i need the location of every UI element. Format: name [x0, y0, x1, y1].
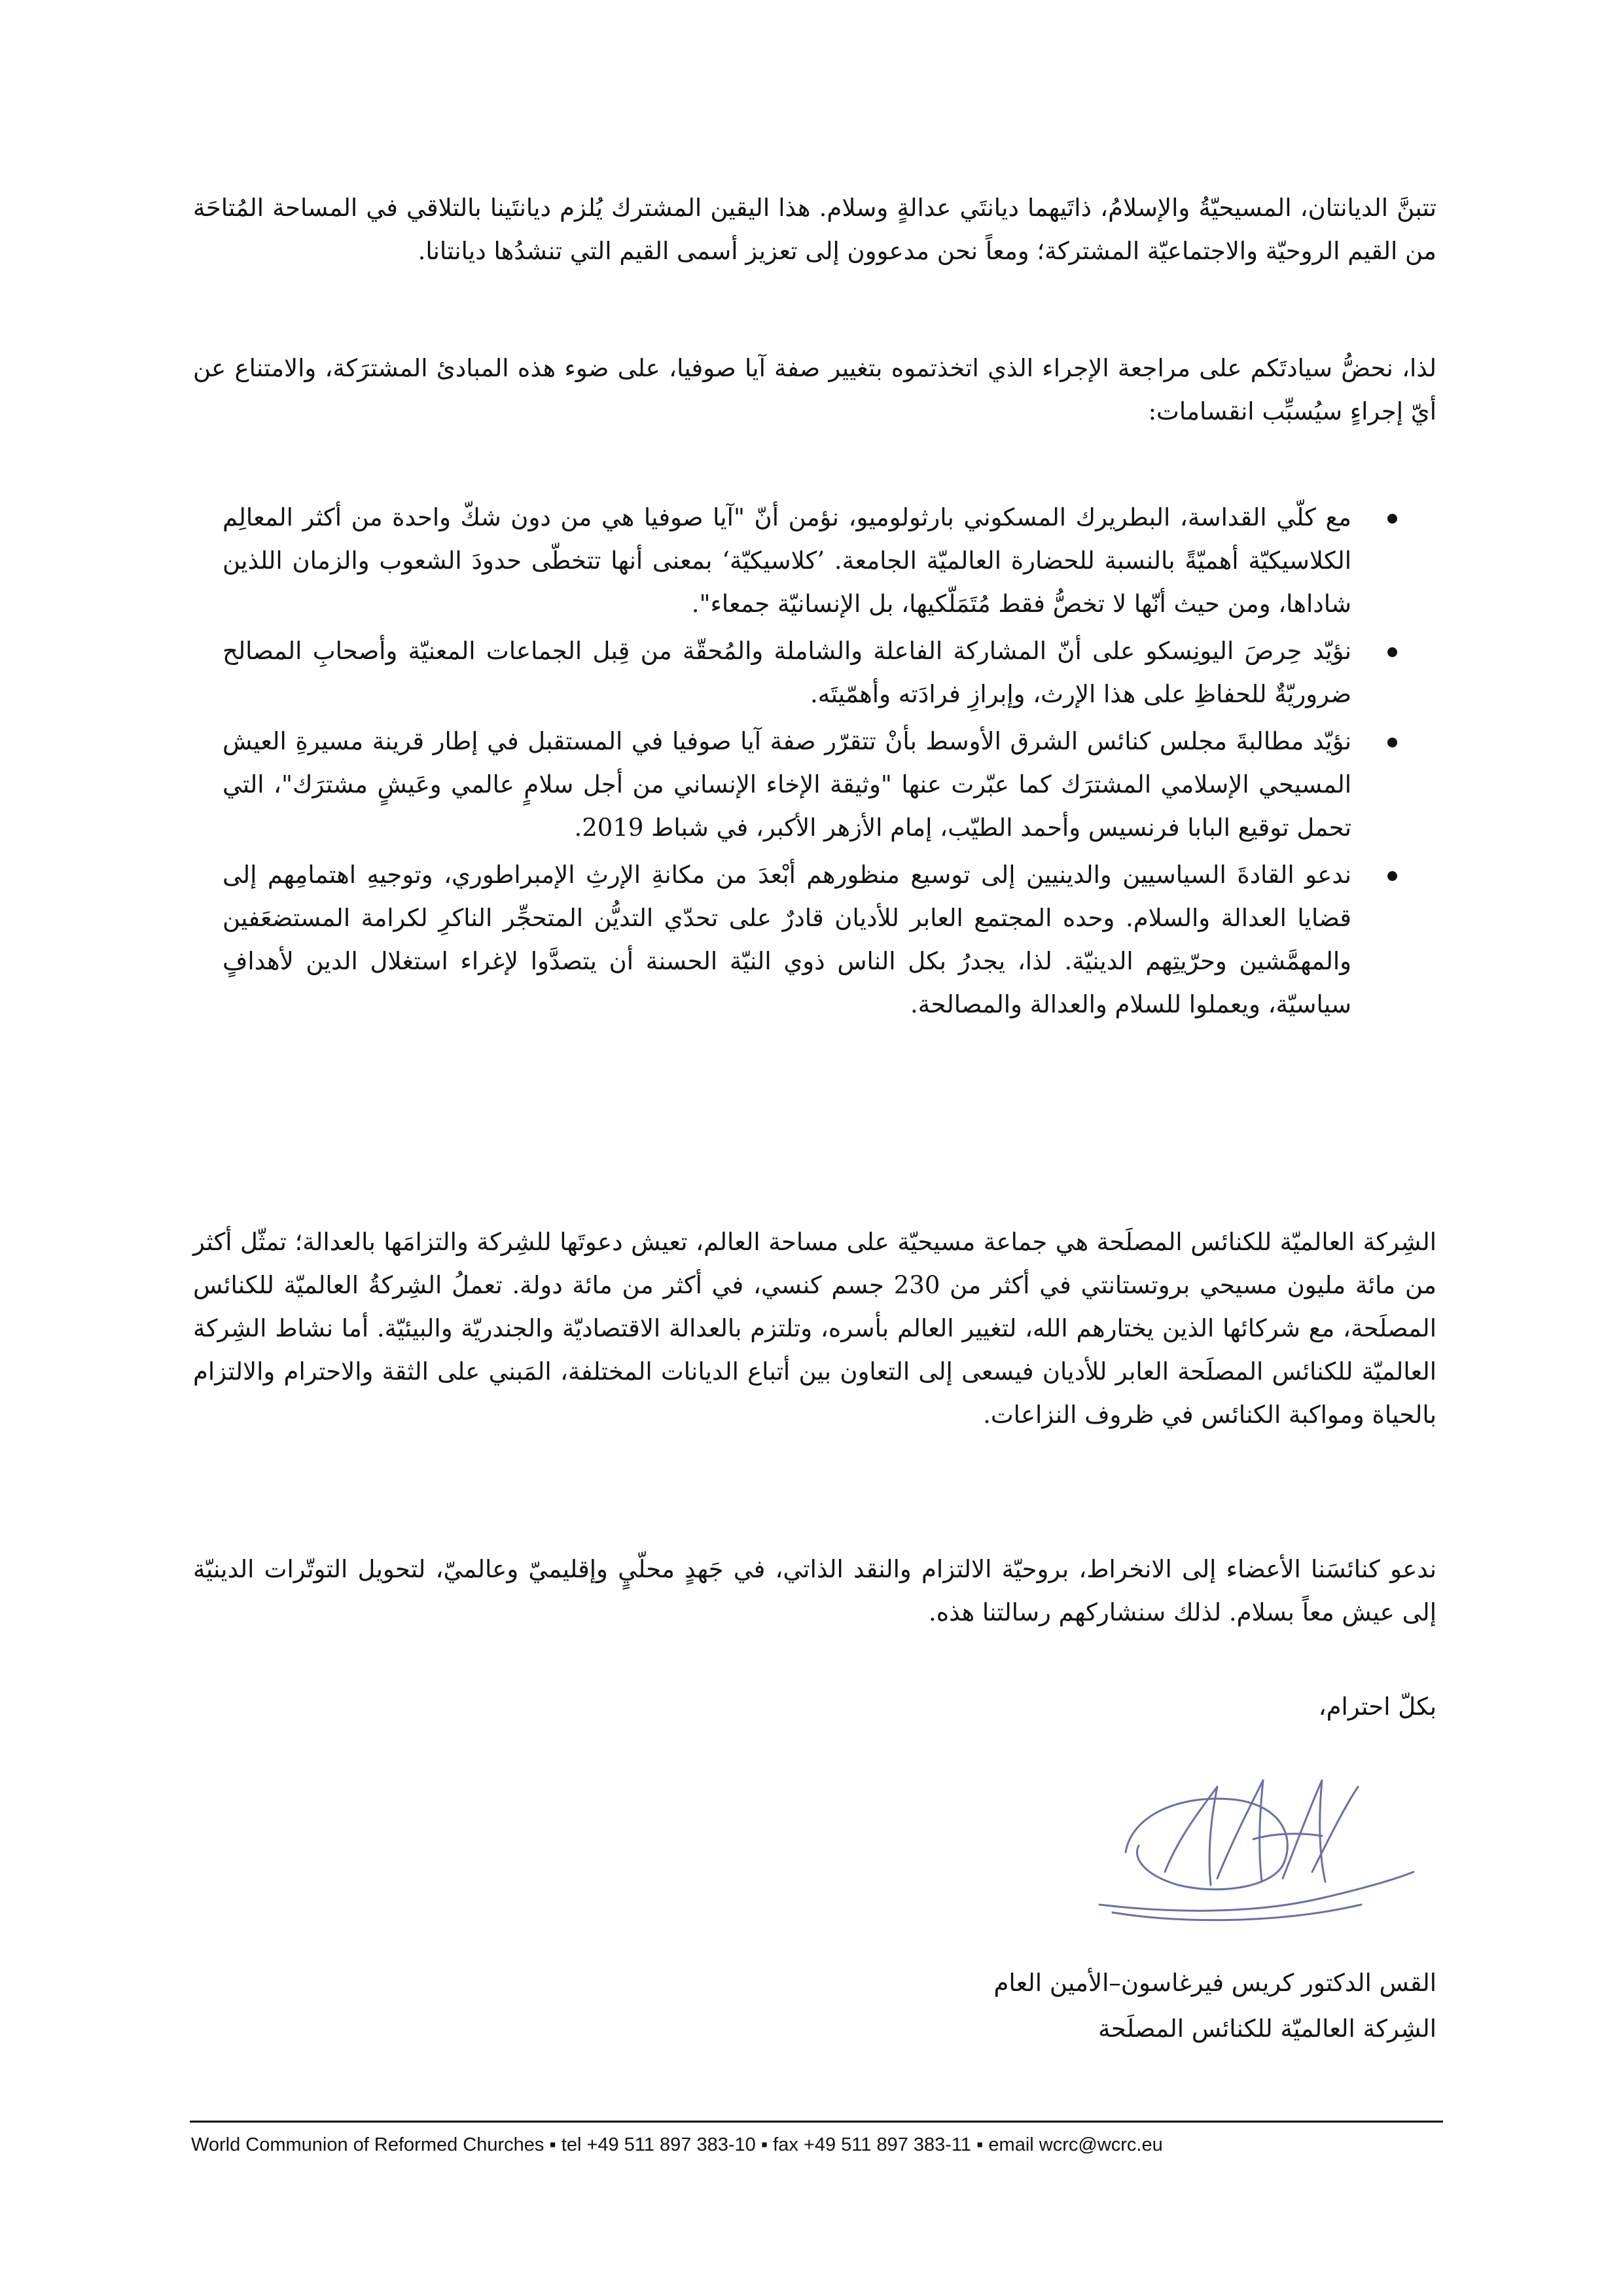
bullet-text: مع كلّي القداسة، البطريرك المسكوني بارثولوميو، نؤمن أنّ "آيا صوفيا هي من دون شكّ واحدة من أكثر المعالِم الكلاسيكيّة أهميّةً بالنسبة للحضارة العالميّة الجامعة. ’كلاسيكيّة‘ بمعنى أنها تتخطّى حدودَ الشعوب والزمان اللذين شاداها، ومن حيث أنّها لا تخصُّ فقط مُتَمَلّكيها، بل الإنسانيّة جمعاء". — [223, 503, 1351, 618]
closing-salutation: بكلّ احترام، — [1318, 1693, 1436, 1721]
request-paragraph: لذا، نحضُّ سيادتَكم على مراجعة الإجراء الذي اتخذتموه بتغيير صفة آيا صوفيا، على ضوء هذه المبادئ المشترَكة، والامتناع عن أيّ إجراءٍ سيُسبِّب انقسامات: — [193, 354, 1436, 425]
bullet-list — [223, 496, 1404, 1030]
bullet-icon — [1387, 871, 1397, 881]
signer-block — [993, 1960, 1436, 2052]
list-item — [223, 853, 1404, 1026]
intro-paragraph: تتبنَّ الديانتان، المسيحيّةُ والإسلامُ، ذاتَيهما ديانتَي عدالةٍ وسلام. هذا اليقين المشترك يُلزم ديانتَينا بالتلاقي في المساحة المُتاحَة من القيم الروحيّة والاجتماعيّة المشتركة؛ ومعاً نحن مدعوون إلى تعزيز أسمى القيم التي تنشدُها ديانتانا. — [193, 194, 1436, 265]
bullet-text: نؤيّد مطالبةَ مجلس كنائس الشرق الأوسط بأنْ تتقرّر صفة آيا صوفيا في المستقبل في إطار قرينة مسيرةِ العيش المسيحي الإسلامي المشترَك كما عبّرت عنها "وثيقة الإخاء الإنساني من أجل سلامٍ عالمي وعَيشٍ مشترَك"، التي تحمل توقيع البابا فرنسيس وأحمد الطيّب، إمام الأزهر الأكبر، في شباط 2019. — [223, 727, 1351, 842]
footer-contact: World Communion of Reformed Churches ▪ tel +49 511 897 383-10 ▪ fax +49 511 897 383-11 ▪ email wcrc@wcrc.eu — [191, 2134, 1163, 2155]
footer-divider — [190, 2121, 1443, 2123]
list-item — [223, 630, 1404, 716]
bullet-icon — [1387, 647, 1397, 657]
signer-name-title: القس الدكتور كريس فيرغاسون–الأمين العام — [993, 1969, 1436, 1997]
bullet-text: ندعو القادةَ السياسيين والدينيين إلى توسيع منظورهم أبْعدَ من مكانةِ الإرثِ الإمبراطوري، وتوجيهِ اهتمامِهم إلى قضايا العدالة والسلام. وحده المجتمع العابر للأديان قادرٌ على تحدّي التديُّن المتحجِّر الناكرِ لكرامة المستضعَفين والمهمَّشين وحرّيتِهم الدينيّة. لذا، يجدرُ بكل الناس ذوي النيّة الحسنة أن يتصدَّوا لإغراء استغلال الدين لأهدافٍ سياسيّة، ويعملوا للسلام والعدالة والمصالحة. — [223, 861, 1351, 1018]
signer-organization: الشِركة العالميّة للكنائس المصلَحة — [1098, 2015, 1436, 2043]
signature-image — [1086, 1741, 1420, 1937]
about-paragraph: الشِركة العالميّة للكنائس المصلَحة هي جماعة مسيحيّة على مساحة العالم، تعيش دعوتَها للشِركة والتزامَها بالعدالة؛ تمثّل أكثر من مائة مليون مسيحي بروتستانتي في أكثر من 230 جسم كنسي، في أكثر من مائة دولة. تعملُ الشِركةُ العالميّة للكنائس المصلَحة، مع شركائها الذين يختارهم الله، لتغيير العالم بأسره، وتلتزم بالعدالة الاقتصاديّة والجندريّة والبيئيّة. أما نشاط الشِركة العالميّة للكنائس المصلَحة العابر للأديان فيسعى إلى التعاون بين أتباع الديانات المختلفة، المَبني على الثقة والاحترام والالتزام بالحياة ومواكبة الكنائس في ظروف النزاعات. — [193, 1228, 1436, 1429]
list-item — [223, 496, 1404, 626]
bullet-icon — [1387, 738, 1397, 747]
bullet-text: نؤيّد حِرصَ اليونِسكو على أنّ المشاركة الفاعلة والشاملة والمُحقّة من قِبل الجماعات المعنيّة وأصحابِ المصالح ضروريّةٌ للحفاظِ على هذا الإرث، وإبرازِ فرادَته وأهمّيتَه. — [223, 637, 1351, 708]
call-paragraph: ندعو كنائسَنا الأعضاء إلى الانخراط، بروحيّة الالتزام والنقد الذاتي، في جَهدٍ محلّيٍ وإقليميّ وعالميّ، لتحويل التوتّرات الدينيّة إلى عيش معاً بسلام. لذلك سنشاركهم رسالتنا هذه. — [193, 1555, 1436, 1626]
bullet-icon — [1387, 514, 1397, 524]
list-item — [223, 720, 1404, 850]
